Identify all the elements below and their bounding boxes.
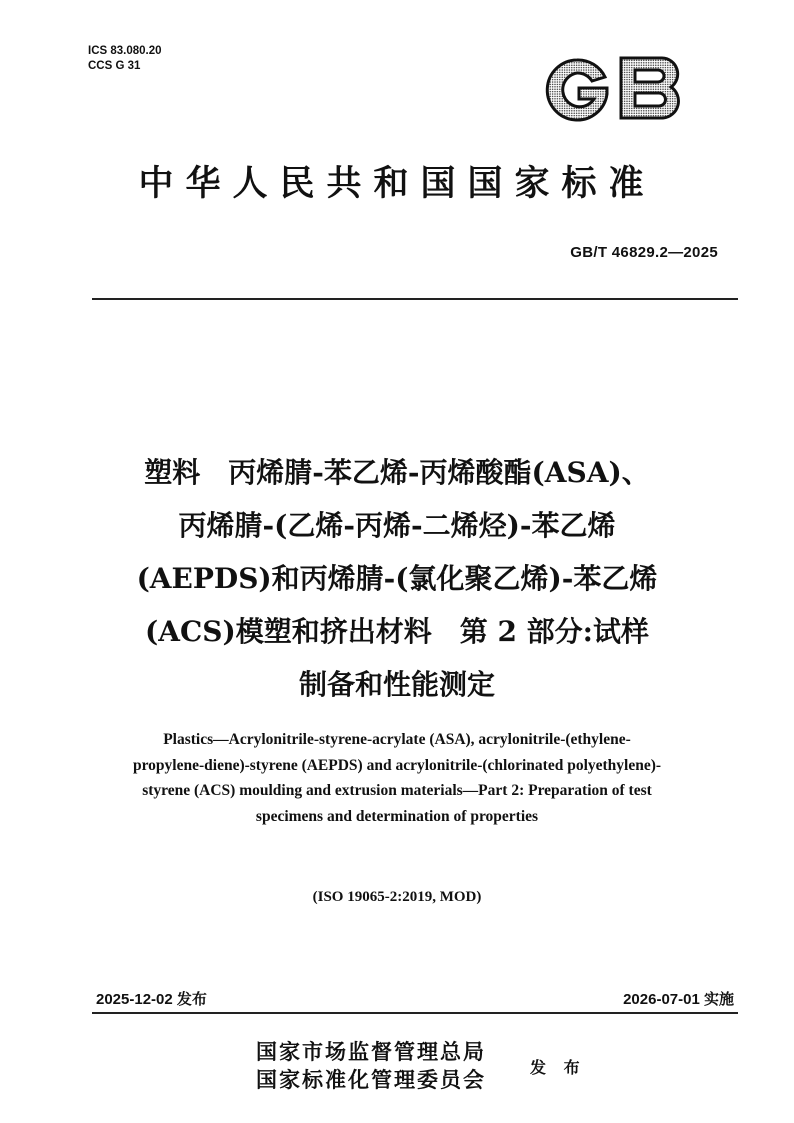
english-title: [70, 727, 724, 829]
chinese-title-line: (ACS)模塑和挤出材料 第 2 部分:试样: [144, 615, 650, 648]
issuer-samr: 国家市场监督管理总局: [256, 1040, 486, 1064]
issuer-sac: 国家标准化管理委员会: [256, 1068, 486, 1092]
english-title-line: Plastics—Acrylonitrile-styrene-acrylate (ASA), acrylonitrile-(ethylene-: [163, 731, 631, 748]
english-title-line: styrene (ACS) moulding and extrusion materials—Part 2: Preparation of test: [142, 782, 652, 799]
standard-number: GB/T 46829.2—2025: [570, 244, 718, 261]
classification-codes: [88, 44, 162, 74]
issuing-authorities: [256, 1038, 486, 1094]
gb-logo: [537, 52, 695, 124]
ccs-code: CCS G 31: [88, 60, 141, 72]
chinese-title: [60, 446, 734, 711]
english-title-line: propylene-diene)-styrene (AEPDS) and acrylonitrile-(chlorinated polyethylene)-: [132, 756, 662, 774]
issue-date: 2025-12-02 发布: [96, 991, 207, 1008]
chinese-title-line: (AEPDS)和丙烯腈-(氯化聚乙烯)-苯乙烯: [136, 562, 658, 595]
publish-label: 发 布: [530, 1058, 586, 1077]
implementation-date: 2026-07-01 实施: [623, 991, 734, 1008]
gb-logo-text: GB: [537, 52, 539, 53]
standard-title: 中华人民共和国国家标准: [138, 163, 656, 204]
iso-reference: (ISO 19065-2:2019, MOD): [312, 889, 482, 905]
header-divider: [92, 298, 738, 300]
chinese-title-line: 制备和性能测定: [298, 668, 495, 701]
ics-code: ICS 83.080.20: [88, 45, 162, 57]
chinese-title-line: 丙烯腈-(乙烯-丙烯-二烯烃)-苯乙烯: [178, 509, 616, 542]
chinese-title-line: 塑料 丙烯腈-苯乙烯-丙烯酸酯(ASA)、: [144, 456, 650, 489]
footer-divider: [92, 1012, 738, 1014]
english-title-line: specimens and determination of properties: [255, 807, 539, 825]
